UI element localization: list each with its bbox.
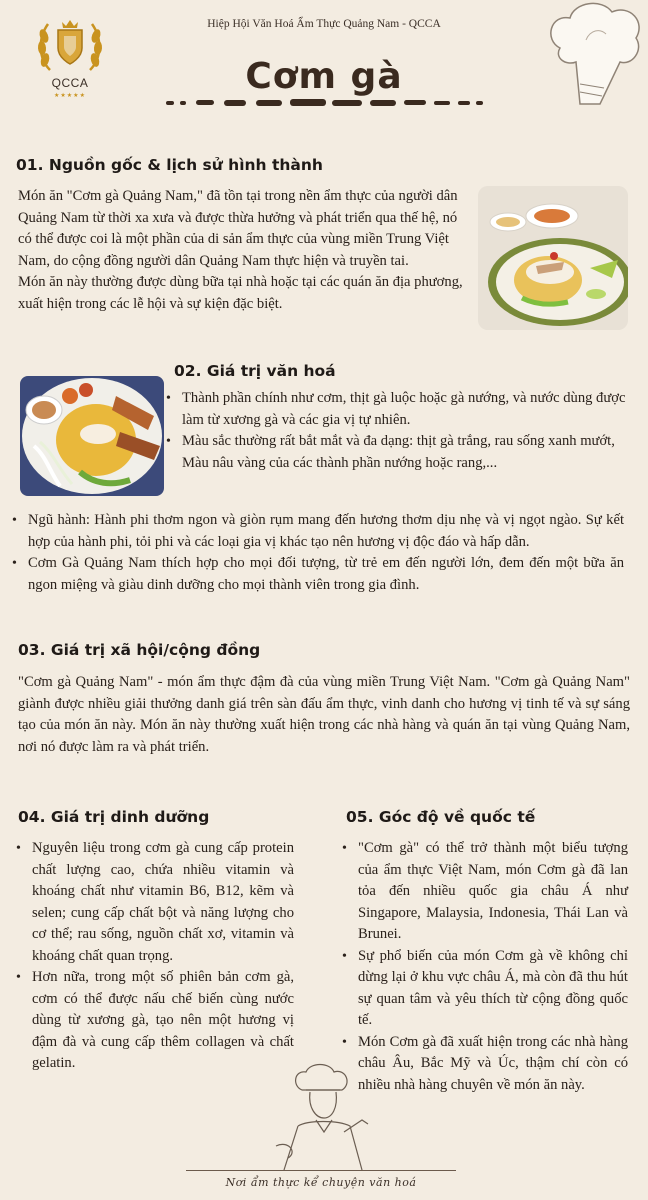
logo-stars: ★★★★★ — [54, 93, 86, 99]
section-3-heading: 03. Giá trị xã hội/cộng đồng — [18, 641, 261, 659]
footer-signature: Nơi ẩm thực kể chuyện văn hoá — [186, 1170, 456, 1192]
section-5-list — [342, 838, 628, 1096]
section-3-text — [18, 672, 630, 758]
section-1-paragraph-2: Món ăn này thường được dùng bữa tại nhà hoặc tại các quán ăn địa phương, xuất hiện trong các lễ hội và sự kiện đặc biệt. — [18, 274, 463, 312]
section-3-paragraph-1: "Cơm gà Quảng Nam" - món ẩm thực đậm đà của vùng miền Trung Việt Nam. "Cơm gà Quảng Nam" giành được nhiều giải thưởng danh giá trên sàn đấu ẩm thực, vinh danh cho hương vị tinh tế và sự sáng tạo của món ăn này. Món ăn này thường xuất hiện trong các nhà hàng và quán ăn tại vùng Quảng Nam, nơi nó được làm ra và phát triển. — [18, 674, 630, 755]
com-ga-plate-photo — [478, 186, 628, 330]
section-2-heading: 02. Giá trị văn hoá — [174, 362, 336, 380]
list-item: • Ngũ hành: Hành phi thơm ngon và giòn rụm mang đến hương thơm dịu nhẹ và vị ngọt ngào. Sự kết hợp của hành phi, tỏi phi và các loại gia vị khác tạo nên hương vị độc đáo và hấp dẫn. — [12, 510, 624, 553]
chef-sketch-illustration — [258, 1060, 388, 1180]
list-item: • Sự phổ biến của món Cơm gà về không chỉ dừng lại ở khu vực châu Á, mà còn đã thu hút sự quan tâm và yêu thích từ cộng đồng quốc tế. — [342, 946, 628, 1032]
list-item: • Món Cơm gà đã xuất hiện trong các nhà hàng châu Âu, Bắc Mỹ và Úc, thậm chí còn có nhiều nhà hàng chuyên về món ăn này. — [342, 1032, 628, 1097]
section-2-list — [166, 388, 630, 474]
section-5-heading: 05. Góc độ về quốc tế — [346, 808, 536, 826]
section-4-list — [16, 838, 294, 1075]
list-item: • Nguyên liệu trong cơm gà cung cấp protein chất lượng cao, chứa nhiều vitamin và khoáng chất như vitamin B6, B12, kẽm và selen; cung cấp chất bột và năng lượng cho cơ thể; rau sống, nguồn chất xơ, vitamin và khoáng chất quan trọng. — [16, 838, 294, 967]
com-ga-plate-image — [478, 186, 628, 330]
list-item: • Thành phần chính như cơm, thịt gà luộc hoặc gà nướng, và nước dùng được làm từ xương gà và các gia vị tự nhiên. — [166, 388, 630, 431]
list-item: • Cơm Gà Quảng Nam thích hợp cho mọi đối tượng, từ trẻ em đến người lớn, đem đến một bữa ăn ngon miệng và giàu dinh dưỡng cho mọi thành viên trong gia đình. — [12, 553, 624, 596]
section-4-heading: 04. Giá trị dinh dưỡng — [18, 808, 210, 826]
com-ga-platter-image — [20, 376, 164, 496]
organization-name: Hiệp Hội Văn Hoá Ẩm Thực Quảng Nam - QCCA — [207, 18, 441, 30]
section-1-paragraph-1: Món ăn "Cơm gà Quảng Nam," đã tồn tại trong nền ẩm thực của người dân Quảng Nam từ thời xa xưa và được thừa hưởng và phát triển qua thế hệ, nó có thể được coi là một phần của di sản ẩm thực của vùng miền Trung Việt Nam, do cộng đồng người dân Quảng Nam thực hiện và truyền tai. — [18, 188, 458, 269]
list-item: • "Cơm gà" có thể trở thành một biểu tượng của ẩm thực Việt Nam, món Cơm gà đã lan tỏa đến nhiều quốc gia châu Á như Singapore, Malaysia, Indonesia, Thái Lan và Brunei. — [342, 838, 628, 946]
list-item: • Màu sắc thường rất bắt mắt và đa dạng: thịt gà trắng, rau sống xanh mướt, Màu nâu vàng của các thành phần nướng hoặc rang,... — [166, 431, 630, 474]
page-title: Cơm gà — [245, 56, 403, 97]
logo-text: QCCA — [51, 76, 89, 90]
title-underline-dashes — [166, 96, 484, 110]
section-1-text — [18, 186, 466, 315]
section-2-list-wide — [12, 510, 624, 596]
com-ga-platter-photo — [20, 376, 164, 496]
list-item: • Hơn nữa, trong một số phiên bản cơm gà, cơm có thể được nấu chế biến cùng nước dùng từ xương gà, tạo nên một hương vị đậm đà và cung cấp thêm collagen và chất gelatin. — [16, 967, 294, 1075]
section-1-heading: 01. Nguồn gốc & lịch sử hình thành — [16, 156, 323, 174]
